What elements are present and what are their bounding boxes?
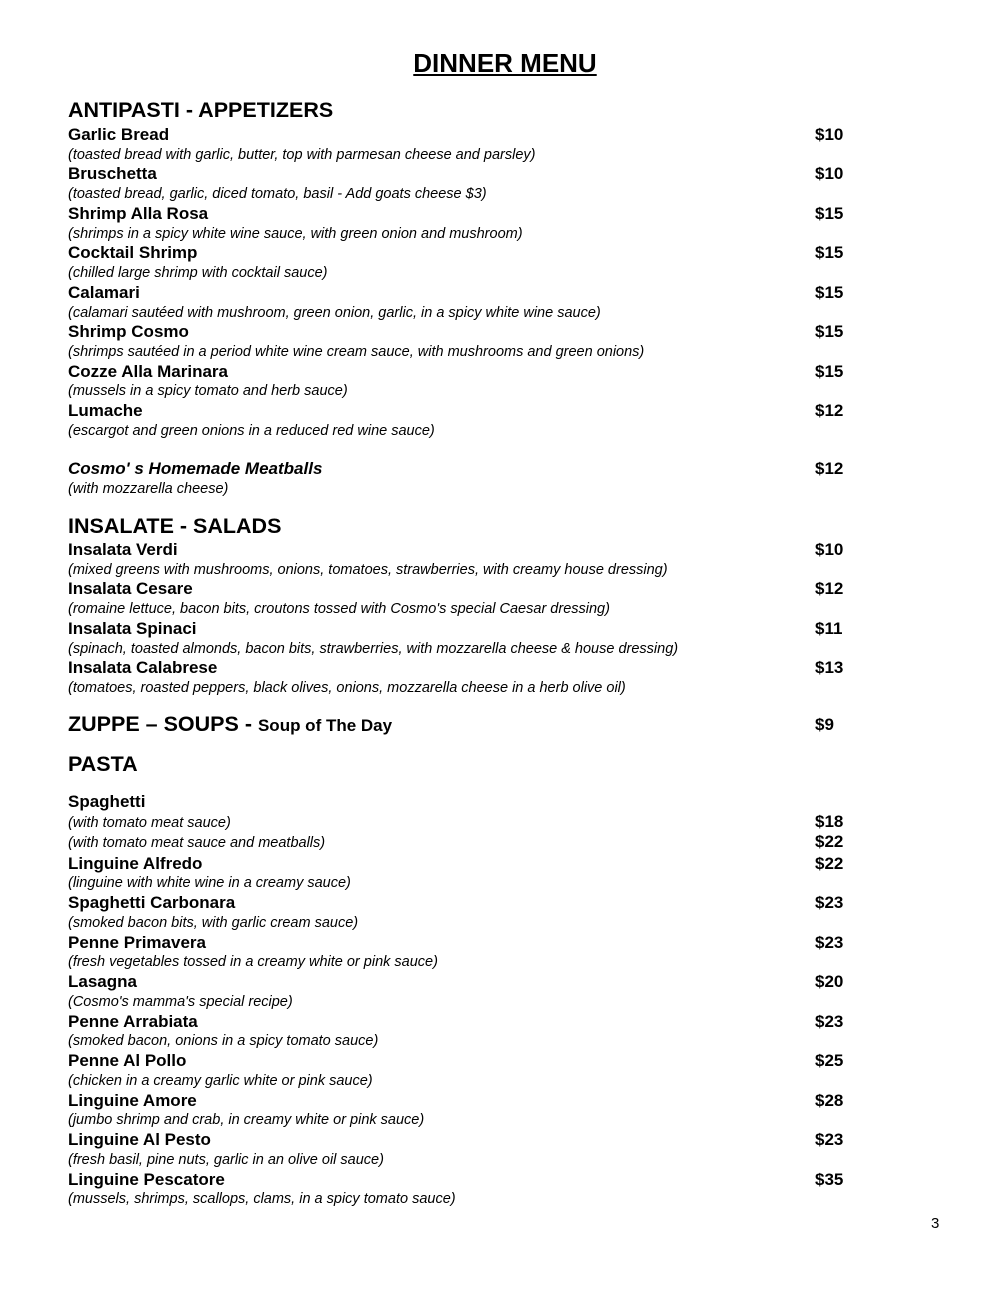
menu-item-name: Lumache: [68, 401, 143, 420]
menu-item-description: (escargot and green onions in a reduced red wine sauce): [68, 423, 435, 439]
menu-item-description: (spinach, toasted almonds, bacon bits, strawberries, with mozzarella cheese & house dressing): [68, 641, 679, 657]
menu-item-name: Penne Arrabiata: [68, 1012, 198, 1031]
menu-item-name: Penne Al Pollo: [68, 1051, 187, 1070]
menu-item-name: Shrimp Alla Rosa: [68, 204, 209, 223]
menu-item-price: $23: [815, 1130, 844, 1149]
menu-item-price: $28: [815, 1091, 844, 1110]
menu-item-price: $35: [815, 1170, 844, 1189]
menu-item-price: $15: [815, 204, 844, 223]
menu-item-name: Spaghetti Carbonara: [68, 893, 236, 912]
menu-item-description: (fresh vegetables tossed in a creamy white or pink sauce): [68, 954, 438, 970]
menu-item-description: (smoked bacon, onions in a spicy tomato sauce): [68, 1033, 379, 1049]
menu-item-name: Insalata Cesare: [68, 579, 193, 598]
menu-item-price: $12: [815, 459, 844, 478]
menu-item-name: Linguine Al Pesto: [68, 1130, 211, 1149]
menu-item-price: $23: [815, 893, 844, 912]
menu-item-name: Cosmo' s Homemade Meatballs: [68, 459, 323, 478]
menu-item-price: $12: [815, 401, 844, 420]
menu-item-price: $23: [815, 933, 844, 952]
menu-item-price: $22: [815, 854, 844, 873]
menu-item-name: Lasagna: [68, 972, 137, 991]
menu-item-price: $18: [815, 812, 844, 831]
menu-item-price: $12: [815, 579, 844, 598]
menu-item-description: (toasted bread with garlic, butter, top with parmesan cheese and parsley): [68, 147, 536, 163]
menu-item-price: $15: [815, 283, 844, 302]
menu-item-name: Insalata Calabrese: [68, 658, 218, 677]
menu-item-name: Garlic Bread: [68, 125, 170, 144]
menu-item-description: (shrimps sautéed in a period white wine cream sauce, with mushrooms and green onions): [68, 344, 645, 360]
menu-item-description: (tomatoes, roasted peppers, black olives, onions, mozzarella cheese in a herb olive oil): [68, 680, 626, 696]
section-heading-antipasti: ANTIPASTI - APPETIZERS: [68, 98, 334, 122]
menu-item-name: Cozze Alla Marinara: [68, 362, 228, 381]
menu-item-name: Insalata Verdi: [68, 540, 178, 559]
menu-item-name: Cocktail Shrimp: [68, 243, 198, 262]
menu-item-price: $10: [815, 540, 844, 559]
menu-item-description: (mussels, shrimps, scallops, clams, in a spicy tomato sauce): [68, 1191, 456, 1207]
menu-item-description: (mixed greens with mushrooms, onions, tomatoes, strawberries, with creamy house dressing): [68, 562, 668, 578]
page-title: DINNER MENU: [413, 48, 597, 78]
menu-item-name: Linguine Amore: [68, 1091, 197, 1110]
menu-item-description: (with mozzarella cheese): [68, 481, 229, 497]
menu-item-name: Shrimp Cosmo: [68, 322, 189, 341]
section-heading-zuppe: [68, 711, 392, 739]
soup-of-the-day: Soup of The Day: [257, 716, 393, 735]
menu-item-name: Insalata Spinaci: [68, 619, 197, 638]
menu-item-name: Spaghetti: [68, 792, 146, 811]
menu-item-price: $20: [815, 972, 844, 991]
menu-item-price: $15: [815, 243, 844, 262]
menu-item-description: (chicken in a creamy garlic white or pink sauce): [68, 1073, 373, 1089]
menu-item-description: (with tomato meat sauce): [68, 815, 231, 831]
menu-item-name: Linguine Alfredo: [68, 854, 203, 873]
menu-item-description: (with tomato meat sauce and meatballs): [68, 835, 326, 851]
menu-item-description: (shrimps in a spicy white wine sauce, with green onion and mushroom): [68, 226, 523, 242]
menu-item-description: (smoked bacon bits, with garlic cream sauce): [68, 915, 359, 931]
menu-item-price: $25: [815, 1051, 844, 1070]
menu-item-name: Linguine Pescatore: [68, 1170, 225, 1189]
page-number: 3: [931, 1215, 940, 1232]
menu-item-description: (jumbo shrimp and crab, in creamy white or pink sauce): [68, 1112, 425, 1128]
menu-item-description: (romaine lettuce, bacon bits, croutons tossed with Cosmo's special Caesar dressing): [68, 601, 610, 617]
menu-item-price: $10: [815, 125, 844, 144]
menu-item-description: (calamari sautéed with mushroom, green onion, garlic, in a spicy white wine sauce): [68, 305, 601, 321]
menu-item-description: (chilled large shrimp with cocktail sauce): [68, 265, 328, 281]
soup-price: $9: [815, 715, 834, 734]
menu-item-description: (linguine with white wine in a creamy sauce): [68, 875, 351, 891]
menu-item-description: (mussels in a spicy tomato and herb sauce): [68, 383, 348, 399]
section-heading-pasta: PASTA: [68, 752, 138, 776]
menu-item-price: $11: [815, 619, 843, 638]
menu-item-price: $15: [815, 322, 844, 341]
menu-item-name: Bruschetta: [68, 164, 157, 183]
menu-item-description: (fresh basil, pine nuts, garlic in an olive oil sauce): [68, 1152, 384, 1168]
menu-item-price: $15: [815, 362, 844, 381]
menu-item-price: $13: [815, 658, 844, 677]
menu-item-description: (Cosmo's mamma's special recipe): [68, 994, 293, 1010]
zuppe-heading-text: ZUPPE – SOUPS -: [68, 712, 258, 736]
menu-item-price: $10: [815, 164, 844, 183]
menu-item-name: Penne Primavera: [68, 933, 206, 952]
menu-item-price: $22: [815, 832, 844, 851]
section-heading-insalate: INSALATE - SALADS: [68, 514, 282, 538]
menu-item-price: $23: [815, 1012, 844, 1031]
menu-item-description: (toasted bread, garlic, diced tomato, basil - Add goats cheese $3): [68, 186, 487, 202]
menu-item-name: Calamari: [68, 283, 140, 302]
